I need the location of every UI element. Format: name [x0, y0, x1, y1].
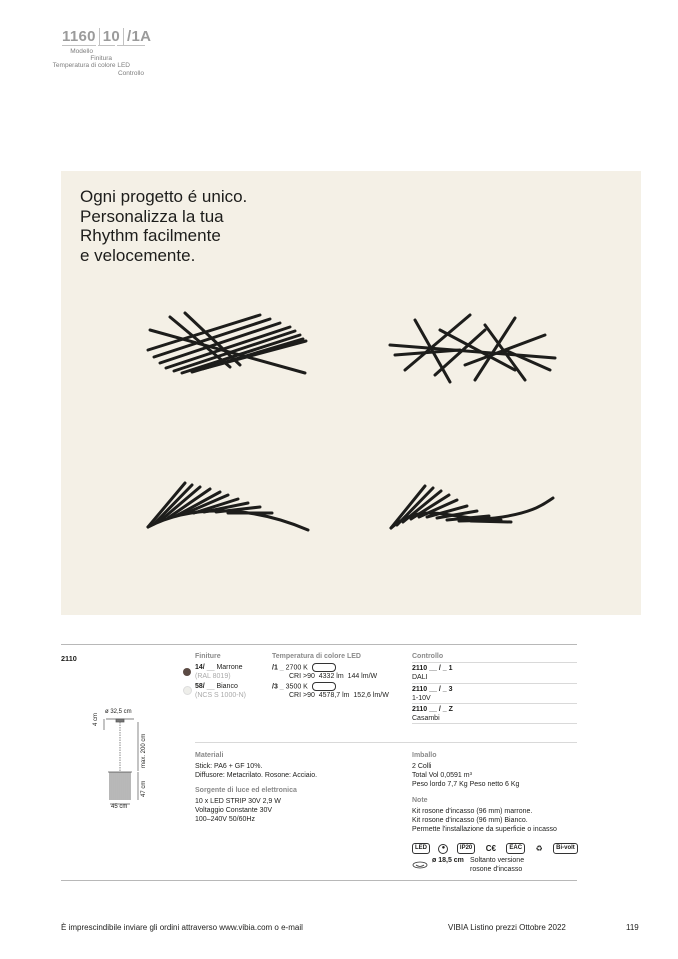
configuration-curve-illustration: [385, 478, 565, 538]
headline-line: e velocemente.: [80, 245, 196, 265]
recess-note: rosone d'incasso: [470, 866, 523, 873]
white-swatch-icon: [183, 686, 192, 695]
section-rule: [61, 644, 577, 645]
model-code-label: Modello: [70, 48, 93, 55]
notes-header: Note: [412, 797, 428, 804]
finishes-header: Finiture: [195, 653, 221, 660]
light-line: Voltaggio Constante 30V: [195, 807, 273, 814]
headline-line: Ogni progetto é unico.: [80, 187, 248, 206]
eac-badge-icon: EAC: [506, 843, 525, 854]
model-code-label: Finitura: [90, 55, 112, 62]
dim-max: max. 200 cm: [141, 733, 147, 768]
finish-swatch-brown: [183, 663, 191, 681]
packaging-line: Peso lordo 7,7 Kg Peso netto 6 Kg: [412, 781, 520, 788]
headline-line: Rhythm facilmente: [80, 226, 221, 245]
finish-item: 58/ __ Bianco: [195, 683, 238, 690]
divider: [117, 45, 145, 46]
section-rule: [61, 880, 577, 881]
control-header: Controllo: [412, 653, 444, 660]
finish-ref: (NCS S 1000-N): [195, 692, 246, 699]
control-item: 2110 __ / _ 1: [412, 665, 453, 672]
dim-diameter: ø 32,5 cm: [105, 709, 132, 715]
materials-line: Diffusore: Metacrilato. Rosone: Acciaio.: [195, 772, 318, 779]
model-code-part: 1160: [60, 28, 100, 46]
control-name: 1-10V: [412, 695, 431, 702]
notes-line: Kit rosone d'incasso (96 mm) marrone.: [412, 808, 533, 815]
ip20-badge-icon: IP20: [457, 843, 475, 854]
recess-note: Soltanto versione: [470, 857, 525, 864]
finish-ref: (RAL 8019): [195, 673, 231, 680]
temp-item: /1 _ 2700 K: [272, 663, 336, 672]
dim-cable: 4 cm: [93, 712, 99, 726]
packaging-line: 2 Colli: [412, 763, 432, 770]
light-header: Sorgente di luce ed elettronica: [195, 787, 297, 794]
notes-line: Permette l'installazione da superficie o incasso: [412, 826, 557, 833]
recess-size: ø 18,5 cm: [432, 857, 464, 864]
product-code: 2110: [61, 654, 77, 663]
footer-order-note: È imprescindibile inviare gli ordini attraverso www.vibia.com o e-mail: [61, 923, 303, 932]
temp-header: Temperatura di colore LED: [272, 653, 361, 660]
notes-line: Kit rosone d'incasso (96 mm) Bianco.: [412, 817, 528, 824]
model-code-part: /1A: [127, 28, 152, 45]
divider: [195, 742, 577, 743]
control-item: 2110 __ / _ 3: [412, 686, 453, 693]
light-line: 100–240V 50/60Hz: [195, 816, 255, 823]
brown-swatch-icon: [183, 668, 191, 676]
model-code-label: Temperatura di colore LED: [52, 62, 130, 69]
divider: [412, 703, 577, 704]
bi-volt-badge-icon: Bi-volt: [553, 843, 578, 854]
configuration-wave-illustration: [140, 475, 320, 535]
model-code: [60, 28, 154, 46]
recess-icon: [412, 856, 428, 874]
temp-spec: CRI >90 4332 lm 144 lm/W: [289, 673, 378, 680]
divider: [98, 45, 115, 46]
model-code-label: Controllo: [117, 70, 144, 77]
dim-badge-icon: ●: [438, 844, 448, 854]
dim-switch-icon: [312, 682, 336, 691]
materials-header: Materiali: [195, 752, 224, 759]
control-item: 2110 __ / _ Z: [412, 706, 453, 713]
recycle-icon: ♻: [535, 844, 543, 854]
packaging-header: Imballo: [412, 752, 437, 759]
configuration-diagonal-illustration: [140, 305, 320, 385]
divider: [412, 683, 577, 684]
page-number: 119: [626, 923, 639, 932]
control-name: DALI: [412, 674, 428, 681]
packaging-line: Total Vol 0,0591 m³: [412, 772, 472, 779]
temp-spec: CRI >90 4578,7 lm 152,6 lm/W: [289, 692, 389, 699]
model-code-part: 10: [100, 28, 124, 46]
divider: [412, 723, 577, 724]
temp-item: /3 _ 3500 K: [272, 682, 336, 691]
configuration-scattered-illustration: [385, 310, 565, 390]
light-line: 10 x LED STRIP 30V 2,9 W: [195, 798, 281, 805]
dim-width: 45 cm: [111, 804, 128, 810]
materials-line: Stick: PA6 + GF 10%.: [195, 763, 263, 770]
control-name: Casambi: [412, 715, 440, 722]
footer-brand: VIBIA Listino prezzi Ottobre 2022: [448, 923, 566, 932]
finish-item: 14/ __ Marrone: [195, 664, 243, 671]
divider: [62, 45, 96, 46]
headline-line: Personalizza la tua: [80, 206, 224, 226]
ce-mark-icon: C€: [485, 844, 496, 854]
divider: [412, 662, 577, 663]
led-badge-icon: LED: [412, 843, 430, 854]
finish-swatch-white: [183, 682, 192, 700]
dim-height: 47 cm: [141, 780, 147, 797]
dim-switch-icon: [312, 663, 336, 672]
headline: [80, 187, 247, 265]
